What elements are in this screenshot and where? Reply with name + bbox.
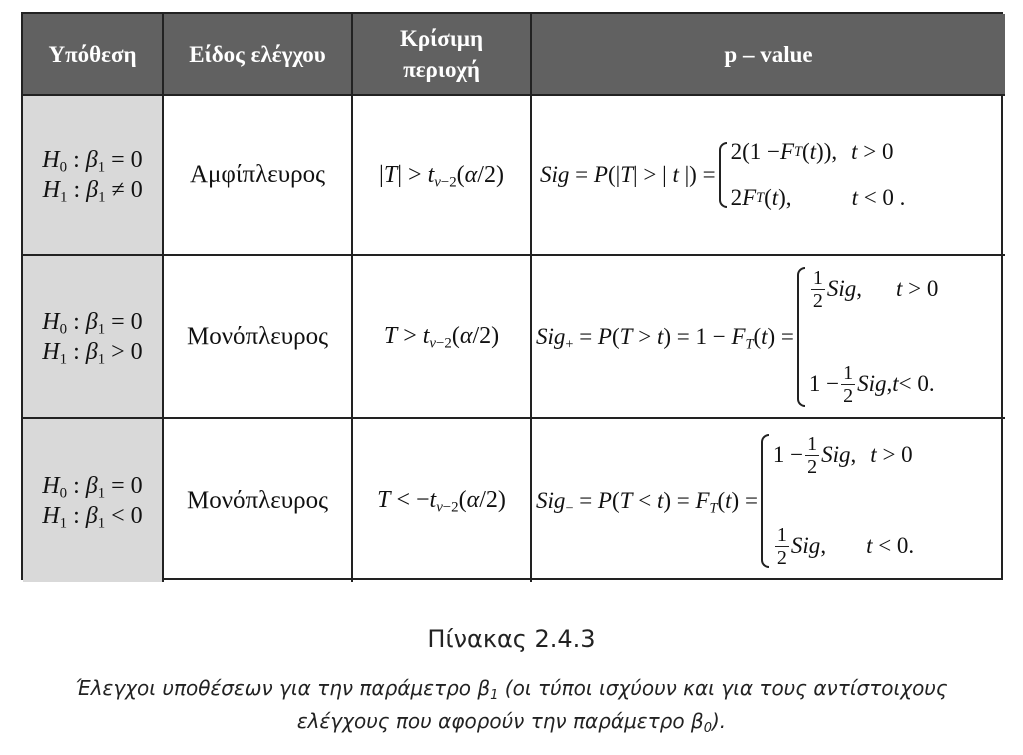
hypothesis-tests-table bbox=[21, 12, 1003, 580]
brace-icon bbox=[761, 434, 769, 568]
header-p-value: p – value bbox=[532, 14, 1005, 96]
null-hypothesis: $H_0$ : $\beta_1 = 0$ bbox=[42, 147, 143, 176]
row-2-hypothesis bbox=[23, 256, 164, 419]
row-2-critical-region: $T > t_{\nu-2}(\alpha/2)$ bbox=[353, 256, 532, 419]
row-3-hypothesis bbox=[23, 419, 164, 582]
header-critical-region: Κρίσιμη περιοχή bbox=[353, 14, 532, 96]
header-test-type: Είδος ελέγχου bbox=[164, 14, 353, 96]
table-caption-title: Πίνακας 2.4.3 bbox=[427, 625, 596, 653]
hypothesis-pair bbox=[42, 471, 142, 531]
hypothesis-pair bbox=[42, 307, 142, 367]
alt-hypothesis: $H_1$ : $\beta_1 \ne 0$ bbox=[42, 177, 143, 206]
row-1-test-type: Αμφίπλευρος bbox=[164, 96, 353, 256]
row-3-p-value: $Sig_- = P(T < t) = F_T(t)$ = 1 − $\frac{1}{2}$ Sig , t > 0 $\frac{1}{2}$ Sig , t < 0. bbox=[536, 432, 915, 569]
null-hypothesis: $H_0$ : $\beta_1 = 0$ bbox=[42, 308, 143, 337]
brace-icon bbox=[797, 267, 805, 407]
alt-hypothesis: $H_1$ : $\beta_1 > 0$ bbox=[42, 338, 143, 367]
table-caption-text: Έλεγχοι υποθέσεων για την παράμετρο $\beta_1$ (οι τύποι ισχύουν και για τους αντίστοιχους ελέγχους που αφορούν την παράμετρο $\beta_0$). bbox=[75, 676, 948, 736]
row-1-hypothesis bbox=[23, 96, 164, 256]
header-hypothesis: Υπόθεση bbox=[23, 14, 164, 96]
alt-hypothesis: $H_1$ : $\beta_1 < 0$ bbox=[42, 502, 143, 531]
brace-icon bbox=[719, 142, 727, 208]
row-1-p-value: Sig = P(|T| > | t |) = 2(1 − F T ( t )), t > 0 2 F T ( t ), t < 0 . bbox=[532, 96, 1005, 256]
row-3-critical-region: $T < -t_{\nu-2}(\alpha/2)$ bbox=[353, 419, 532, 582]
row-1-critical-region: $|T| > t_{\nu-2}(\alpha/2)$ bbox=[353, 96, 532, 256]
row-2-test-type: Μονόπλευρος bbox=[164, 256, 353, 419]
hypothesis-pair bbox=[42, 145, 142, 205]
row-2-p-value: $Sig_+ = P(T > t) = 1 - F_T(t)$ = $\frac{1}{2}$ Sig , t > 0 1 − $\frac{1}{2}$ Sig , t < 0. bbox=[532, 256, 1005, 419]
null-hypothesis: $H_0$ : $\beta_1 = 0$ bbox=[42, 472, 143, 501]
row-3-test-type: Μονόπλευρος bbox=[164, 419, 353, 582]
